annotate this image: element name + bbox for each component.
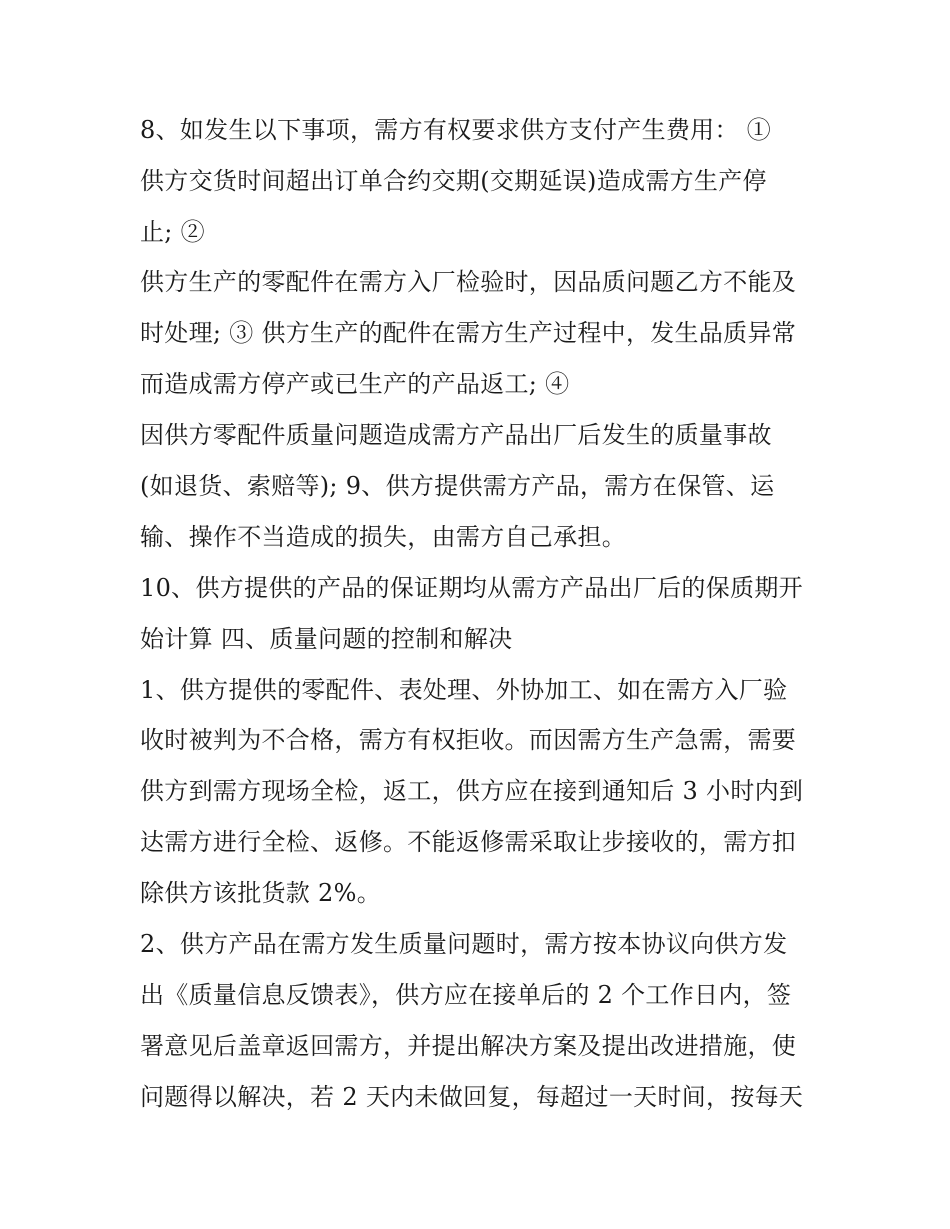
text-line: 署意见后盖章返回需方，并提出解决方案及提出改进措施，使: [140, 1032, 797, 1060]
text-line: 供方生产的零配件在需方入厂检验时，因品质问题乙方不能及: [140, 268, 797, 296]
text-line: 止; ②: [140, 218, 205, 246]
text-line: 达需方进行全检、返修。不能返修需采取让步接收的，需方扣: [140, 828, 797, 856]
text-line: 供方交货时间超出订单合约交期(交期延误)造成需方生产停: [140, 167, 767, 195]
text-line: 2、供方产品在需方发生质量问题时，需方按本协议向供方发: [140, 930, 788, 958]
text-line: 问题得以解决，若 2 天内未做回复，每超过一天时间，按每天: [140, 1083, 804, 1111]
text-line: 除供方该批货款 2%。: [140, 879, 382, 907]
text-line: 10、供方提供的产品的保证期均从需方产品出厂后的保质期开: [140, 574, 803, 602]
text-line: 始计算 四、质量问题的控制和解决: [140, 625, 513, 653]
text-line: 而造成需方停产或已生产的产品返工; ④: [140, 370, 570, 398]
text-line: 1、供方提供的零配件、表处理、外协加工、如在需方入厂验: [140, 676, 788, 704]
text-line: 收时被判为不合格，需方有权拒收。而因需方生产急需，需要: [140, 726, 797, 754]
text-line: 供方到需方现场全检，返工，供方应在接到通知后 3 小时内到: [140, 777, 804, 805]
text-line: 输、操作不当造成的损失，由需方自己承担。: [140, 523, 626, 551]
text-line: 因供方零配件质量问题造成需方产品出厂后发生的质量事故: [140, 421, 772, 449]
text-line: (如退货、索赔等); 9、供方提供需方产品，需方在保管、运: [140, 472, 775, 500]
text-line: 8、如发生以下事项，需方有权要求供方支付产生费用： ①: [140, 116, 771, 144]
text-line: 时处理; ③ 供方生产的配件在需方生产过程中，发生品质异常: [140, 319, 797, 347]
text-line: 出《质量信息反馈表》，供方应在接单后的 2 个工作日内，签: [140, 981, 792, 1009]
